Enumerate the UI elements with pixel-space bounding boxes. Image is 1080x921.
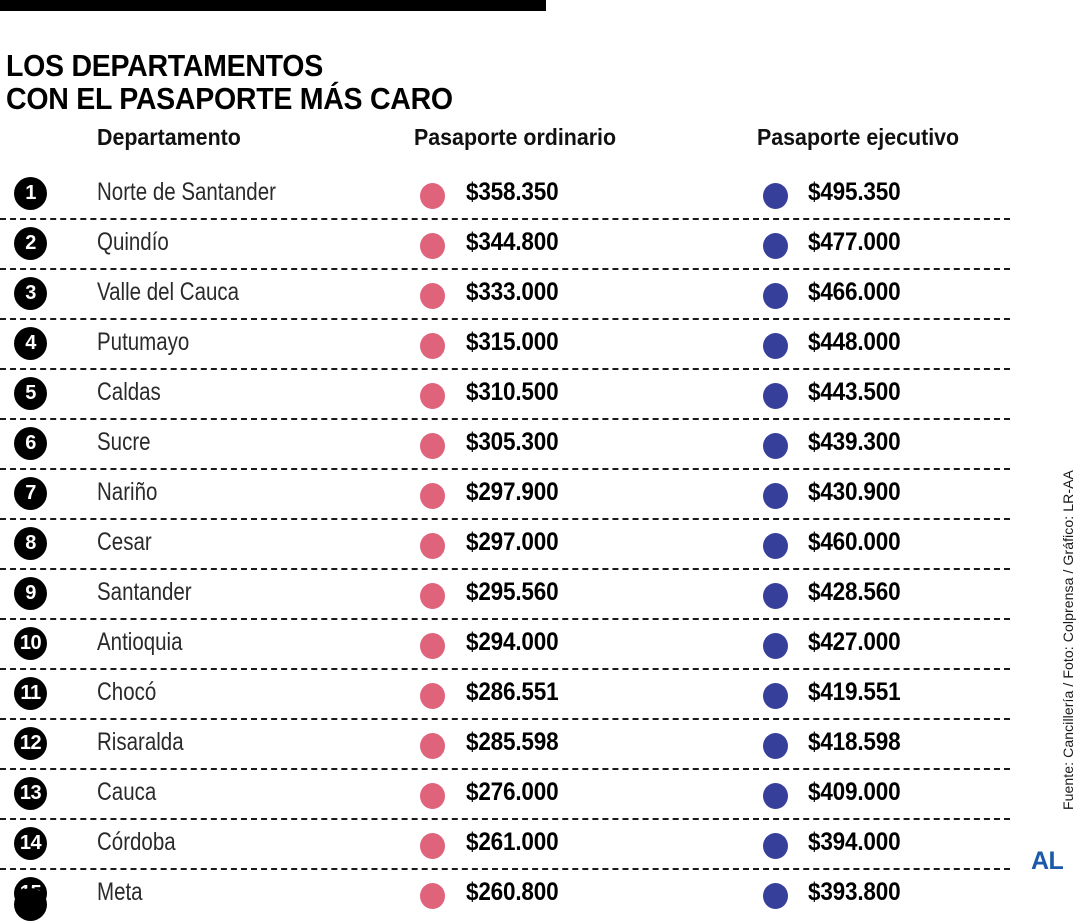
department-name: Meta [97,878,143,906]
rank-badge: 1 [14,177,47,210]
table-body [0,170,1010,918]
ordinary-passport-dot-icon [420,183,445,209]
ordinary-passport-dot-icon [420,883,445,909]
table-row [0,620,1010,670]
department-name: Santander [97,578,192,606]
ordinary-passport-dot-icon [420,233,445,259]
ordinary-passport-price: $260.800 [466,878,559,906]
rank-badge: 3 [14,277,47,310]
ordinary-passport-dot-icon [420,683,445,709]
executive-passport-dot-icon [763,883,788,909]
department-name: Chocó [97,678,157,706]
executive-passport-price: $409.000 [808,778,901,806]
rank-badge: 7 [14,477,47,510]
ordinary-passport-dot-icon [420,283,445,309]
table-row [0,720,1010,770]
table-row [0,570,1010,620]
page-title-line-2: CON EL PASAPORTE MÁS CARO [6,81,453,117]
department-name: Córdoba [97,828,176,856]
table-row [0,770,1010,820]
executive-passport-dot-icon [763,783,788,809]
ordinary-passport-price: $276.000 [466,778,559,806]
rank-badge: 8 [14,527,47,560]
executive-passport-dot-icon [763,633,788,659]
page-title-line-1: LOS DEPARTAMENTOS [6,47,323,83]
ordinary-passport-dot-icon [420,483,445,509]
executive-passport-price: $428.560 [808,578,901,606]
ordinary-passport-price: $297.900 [466,478,559,506]
executive-passport-price: $439.300 [808,428,901,456]
department-name: Sucre [97,428,151,456]
executive-passport-dot-icon [763,733,788,759]
executive-passport-dot-icon [763,833,788,859]
table-row [0,370,1010,420]
ordinary-passport-dot-icon [420,833,445,859]
table-row [0,270,1010,320]
department-name: Cauca [97,778,157,806]
executive-passport-price: $427.000 [808,628,901,656]
executive-passport-price: $466.000 [808,278,901,306]
ordinary-passport-dot-icon [420,583,445,609]
executive-passport-price: $394.000 [808,828,901,856]
executive-passport-dot-icon [763,283,788,309]
ordinary-passport-price: $286.551 [466,678,559,706]
department-name: Nariño [97,478,158,506]
table-row [0,470,1010,520]
ordinary-passport-price: $305.300 [466,428,559,456]
table-row [0,420,1010,470]
column-header-department: Departamento [97,124,241,150]
executive-passport-dot-icon [763,383,788,409]
ordinary-passport-dot-icon [420,783,445,809]
ordinary-passport-price: $344.800 [466,228,559,256]
ordinary-passport-dot-icon [420,533,445,559]
executive-passport-dot-icon [763,533,788,559]
table-row [0,520,1010,570]
table-row [0,670,1010,720]
executive-passport-price: $419.551 [808,678,901,706]
table-row [0,820,1010,870]
executive-passport-price: $393.800 [808,878,901,906]
ordinary-passport-price: $333.000 [466,278,559,306]
rank-badge: 13 [14,777,47,810]
executive-passport-dot-icon [763,683,788,709]
executive-passport-dot-icon [763,183,788,209]
ordinary-passport-dot-icon [420,433,445,459]
rank-badge: 14 [14,827,47,860]
table-row [0,170,1010,220]
rank-badge: 12 [14,727,47,760]
rank-badge: 9 [14,577,47,610]
al-logo: AL [1031,847,1064,875]
ordinary-passport-dot-icon [420,333,445,359]
rank-badge: 11 [14,677,47,710]
table-row [0,320,1010,370]
column-header-executive-passport: Pasaporte ejecutivo [757,124,960,150]
department-name: Valle del Cauca [97,278,240,306]
rank-badge: 4 [14,327,47,360]
department-name: Putumayo [97,328,190,356]
column-header-ordinary-passport: Pasaporte ordinario [414,124,617,150]
ordinary-passport-price: $261.000 [466,828,559,856]
ordinary-passport-price: $294.000 [466,628,559,656]
department-name: Cesar [97,528,152,556]
table-row [0,870,1010,918]
executive-passport-dot-icon [763,333,788,359]
department-name: Caldas [97,378,161,406]
executive-passport-dot-icon [763,233,788,259]
rank-badge: 5 [14,377,47,410]
department-name: Antioquia [97,628,183,656]
executive-passport-dot-icon [763,583,788,609]
executive-passport-price: $460.000 [808,528,901,556]
ordinary-passport-price: $295.560 [466,578,559,606]
rank-badge: 10 [14,627,47,660]
ordinary-passport-price: $310.500 [466,378,559,406]
ordinary-passport-dot-icon [420,633,445,659]
ordinary-passport-price: $358.350 [466,178,559,206]
ordinary-passport-price: $315.000 [466,328,559,356]
rank-badge: 6 [14,427,47,460]
page-title [6,49,668,116]
ordinary-passport-dot-icon [420,733,445,759]
ordinary-passport-dot-icon [420,383,445,409]
table-column-headers [0,124,1010,156]
ordinary-passport-price: $297.000 [466,528,559,556]
rank-badge: 2 [14,227,47,260]
executive-passport-dot-icon [763,483,788,509]
rank-badge-partial-next-row [14,888,47,921]
executive-passport-price: $477.000 [808,228,901,256]
executive-passport-price: $495.350 [808,178,901,206]
executive-passport-price: $418.598 [808,728,901,756]
executive-passport-price: $430.900 [808,478,901,506]
executive-passport-price: $443.500 [808,378,901,406]
top-black-rule [0,0,546,11]
department-name: Quindío [97,228,169,256]
ordinary-passport-price: $285.598 [466,728,559,756]
department-name: Risaralda [97,728,184,756]
executive-passport-price: $448.000 [808,328,901,356]
source-credit: Fuente: Cancillería / Foto: Colprensa / Gráfico: LR-AA [1060,470,1076,810]
table-row [0,220,1010,270]
executive-passport-dot-icon [763,433,788,459]
department-name: Norte de Santander [97,178,276,206]
